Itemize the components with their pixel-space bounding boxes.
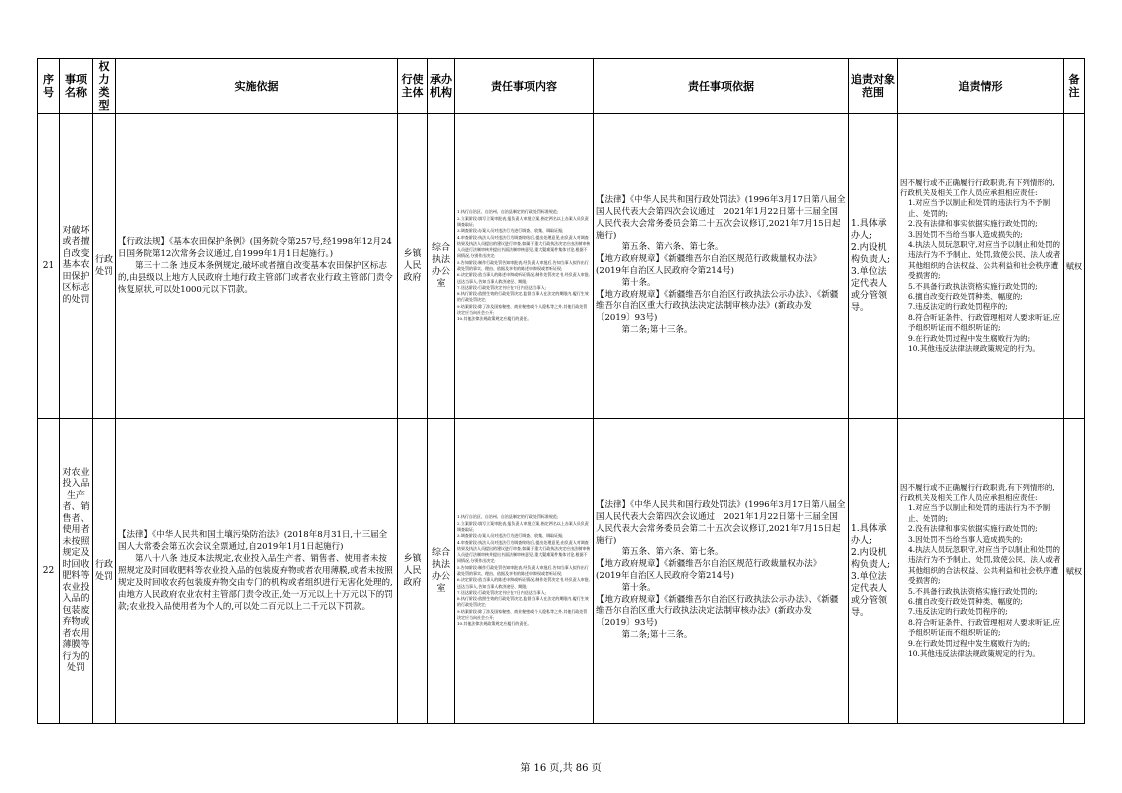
duty-line: 10.其他法律法规政策规定应履行的责任。 <box>457 316 532 322</box>
header-type: 权力类型 <box>93 59 116 114</box>
circ-line: 6.擅自改变行政处罚种类、幅度的; <box>908 597 1023 607</box>
row-circumstances <box>898 114 1064 419</box>
duty-basis-line: 【地方政府规章】《新疆维吾尔自治区规范行政裁量权办法》(2019年自治区人民政府令第214号) <box>596 559 822 581</box>
circ-line: 1.对应当予以制止和处罚的违法行为不予制止、处罚的; <box>908 503 1051 523</box>
duty-basis-line: 第二条;第十三条。 <box>621 324 693 335</box>
duty-line: 2.立案阶段:填写立案审批表,报负责人审批立案,指定两名以上办案人员负责调查取证; <box>457 520 589 532</box>
duty-line: 9.结案阶段:除了涉及国家秘密、商业秘密或个人隐私等之外,其他行政处罚决定应当向社会公开; <box>457 303 588 316</box>
row-name: 对农业投入品生产者、销售者、使用者未按照规定及时回收肥料等农业投入品的包装废弃物或者农用薄膜等行为的处罚 <box>60 419 93 724</box>
duty-line: 1.执行自治区、自治州、自治县制定的行政处罚标准规范; <box>457 514 559 520</box>
row-duty-content <box>455 114 594 419</box>
header-name: 事项名称 <box>60 59 93 114</box>
circ-line: 4.执法人员玩忽职守,对应当予以制止和处罚的违法行为不予制止、处罚,致使公民、法人或者其他组织的合法权益、公共利益和社会秩序遭受损害的; <box>908 544 1061 586</box>
power-list-table <box>37 58 1085 724</box>
row-remarks: 赋权 <box>1064 419 1085 724</box>
circ-line: 9.在行政处罚过程中发生腐败行为的; <box>908 638 1031 648</box>
duty-line: 5.告知阶段:制作行政处罚告知审批表,经负责人审批后,告知当事人拟作出行政处罚的事实、理由、依据及享有的陈述申辩权或者听证权; <box>457 259 589 271</box>
circ-line: 因不履行或不正确履行行政职责,有下列情形的,行政机关及相关工作人员应承担相应责任: <box>900 177 1055 197</box>
duty-basis-line: 【法律】《中华人民共和国行政处罚法》(1996年3月17日第八届全国人民代表大会第四次会议通过 2021年1月22日第十三届全国人民代表大会常务委员会第二十五次会议修订,2021年7月15日起施行) <box>596 195 846 241</box>
header-org: 承办机构 <box>428 59 455 114</box>
header-subject: 行使主体 <box>398 59 428 114</box>
duty-line: 8.执行阶段:依照生效的行政处罚决定,监督当事人在法定的期限内,履行生效的行政处罚决定; <box>457 291 589 303</box>
circ-line: 6.擅自改变行政处罚种类、幅度的; <box>908 292 1023 302</box>
header-remarks: 备注 <box>1064 59 1085 114</box>
row-duty-content <box>455 419 594 724</box>
row-duty-basis <box>594 419 849 724</box>
duty-basis-line: 第十条。 <box>621 582 656 593</box>
duty-line: 4.审查阶段:执法人员对违法行为调查终结后,提出处理意见;由负责人对调查结果及执法人员提出的建议进行审查,如属于重大行政执法决定应由法制审核人员进行法制审核并提出书面法制审核意见,重大疑难案件集体讨论,根据不同情况,分别作出决定; <box>457 234 591 259</box>
circ-line: 5.不具备行政执法资格实施行政处罚的; <box>908 281 1038 291</box>
header-row <box>38 59 1085 114</box>
header-duty: 责任事项内容 <box>455 59 594 114</box>
circ-line: 3.因处罚不当给当事人造成损失的; <box>908 534 1023 544</box>
duty-line: 3.调查阶段:办案人员对违法行为进行调查、收集、调取证据; <box>457 228 564 234</box>
row-basis <box>116 419 398 724</box>
circ-line: 2.没有法律和事实依据实施行政处罚的; <box>908 524 1038 534</box>
table-row <box>38 114 1085 419</box>
duty-line: 5.告知阶段:制作行政处罚告知审批表,经负责人审批后,告知当事人拟作出行政处罚的事实、理由、依据及享有的陈述申辩权或者听证权; <box>457 564 589 576</box>
row-target: 1.具体承办人; 2.内设机构负责人; 3.单位法定代表人或分管领导。 <box>849 419 898 724</box>
duty-line: 7.送达阶段:行政处罚决定书应在7日内送达当事人; <box>457 589 547 595</box>
duty-line: 7.送达阶段:行政处罚决定书应在7日内送达当事人; <box>457 284 547 290</box>
duty-line: 8.执行阶段:依照生效的行政处罚决定,监督当事人在法定的期限内,履行生效的行政处罚决定; <box>457 596 589 608</box>
duty-basis-line: 【地方政府规章】《新疆维吾尔自治区行政执法公示办法》、《新疆维吾尔自治区重大行政执法决定法制审核办法》(新政办发〔2019〕93号) <box>596 289 839 324</box>
row-circumstances <box>898 419 1064 724</box>
duty-basis-line: 【法律】《中华人民共和国行政处罚法》(1996年3月17日第八届全国人民代表大会第四次会议通过 2021年1月22日第十三届全国人民代表大会常务委员会第二十五次会议修订,2021年7月15日起施行) <box>596 500 846 546</box>
duty-line: 10.其他法律法规政策规定应履行的责任。 <box>457 621 532 627</box>
header-target: 追责对象范围 <box>849 59 898 114</box>
duty-line: 9.结案阶段:除了涉及国家秘密、商业秘密或个人隐私等之外,其他行政处罚决定应当向社会公开; <box>457 608 588 621</box>
circ-line: 2.没有法律和事实依据实施行政处罚的; <box>908 219 1038 229</box>
row-org: 综合执法办公室 <box>428 114 455 419</box>
circ-line: 7.违反法定的行政处罚程序的; <box>908 607 1008 617</box>
circ-line: 1.对应当予以制止和处罚的违法行为不予制止、处罚的; <box>908 198 1051 218</box>
duty-basis-line: 第二条;第十三条。 <box>621 629 693 640</box>
header-no: 序号 <box>38 59 60 114</box>
row-type: 行政处罚 <box>93 114 116 419</box>
table-row <box>38 419 1085 724</box>
basis-line: 第三十二条 违反本条例规定,破坏或者擅自改变基本农田保护区标志的,由县级以上地方人民政府土地行政主管部门或者农业行政主管部门责令恢复原状,可以处1000元以下罚款。 <box>118 261 393 295</box>
duty-line: 4.审查阶段:执法人员对违法行为调查终结后,提出处理意见;由负责人对调查结果及执法人员提出的建议进行审查,如属于重大行政执法决定应由法制审核人员进行法制审核并提出书面法制审核意见,重大疑难案件集体讨论,根据不同情况,分别作出决定; <box>457 539 591 564</box>
circ-line: 8.符合听证条件、行政管理相对人要求听证,应予组织听证而不组织听证的; <box>908 312 1061 333</box>
duty-line: 6.决定阶段:依当事人的陈述申辩或听证情况,制作处罚决定书,经负责人审批,送达当事人,告知当事人救济途径、期限; <box>457 577 590 589</box>
header-basis: 实施依据 <box>116 59 398 114</box>
duty-basis-line: 【地方政府规章】《新疆维吾尔自治区规范行政裁量权办法》(2019年自治区人民政府令第214号) <box>596 254 822 276</box>
duty-line: 3.调查阶段:办案人员对违法行为进行调查、收集、调取证据; <box>457 533 564 539</box>
circ-line: 10.其他违反法律法规政策规定的行为。 <box>908 344 1040 354</box>
duty-basis-line: 第五条、第六条、第七条。 <box>621 547 724 558</box>
duty-basis-line: 第五条、第六条、第七条。 <box>621 242 724 253</box>
circ-line: 10.其他违反法律法规政策规定的行为。 <box>908 649 1040 659</box>
duty-basis-line: 第十条。 <box>621 277 656 288</box>
circ-line: 7.违反法定的行政处罚程序的; <box>908 302 1008 312</box>
duty-basis-line: 【地方政府规章】《新疆维吾尔自治区行政执法公示办法》、《新疆维吾尔自治区重大行政执法决定法制审核办法》(新政办发〔2019〕93号) <box>596 594 839 629</box>
circ-line: 8.符合听证条件、行政管理相对人要求听证,应予组织听证而不组织听证的; <box>908 617 1061 638</box>
row-basis <box>116 114 398 419</box>
basis-line: 【法律】《中华人民共和国土壤污染防治法》(2018年8月31日,十三届全国人大常委会第五次会议全票通过,自2019年1月1日起施行) <box>118 530 388 552</box>
row-type: 行政处罚 <box>93 419 116 724</box>
header-circumstances: 追责情形 <box>898 59 1064 114</box>
row-subject: 乡镇人民政府 <box>398 419 428 724</box>
row-org: 综合执法办公室 <box>428 419 455 724</box>
duty-line: 2.立案阶段:填写立案审批表,报负责人审批立案,指定两名以上办案人员负责调查取证; <box>457 215 589 227</box>
row-no: 21 <box>38 114 60 419</box>
duty-line: 6.决定阶段:依当事人的陈述申辩或听证情况,制作处罚决定书,经负责人审批,送达当事人,告知当事人救济途径、期限; <box>457 272 590 284</box>
page-footer: 第 16 页,共 86 页 <box>520 763 602 774</box>
circ-line: 3.因处罚不当给当事人造成损失的; <box>908 229 1023 239</box>
row-name: 对破坏或者擅自改变基本农田保护区标志的处罚 <box>60 114 93 419</box>
circ-line: 9.在行政处罚过程中发生腐败行为的; <box>908 333 1031 343</box>
row-subject: 乡镇人民政府 <box>398 114 428 419</box>
circ-line: 4.执法人员玩忽职守,对应当予以制止和处罚的违法行为不予制止、处罚,致使公民、法人或者其他组织的合法权益、公共利益和社会秩序遭受损害的; <box>908 239 1061 281</box>
row-duty-basis <box>594 114 849 419</box>
basis-line: 【行政法规】《基本农田保护条例》(国务院令第257号,经1998年12月24日国务院第12次常务会议通过,自1999年1月1日起施行。) <box>118 237 392 259</box>
row-no: 22 <box>38 419 60 724</box>
circ-line: 5.不具备行政执法资格实施行政处罚的; <box>908 586 1038 596</box>
header-duty-basis: 责任事项依据 <box>594 59 849 114</box>
row-remarks: 赋权 <box>1064 114 1085 419</box>
duty-line: 1.执行自治区、自治州、自治县制定的行政处罚标准规范; <box>457 209 559 215</box>
row-target: 1.具体承办人; 2.内设机构负责人; 3.单位法定代表人或分管领导。 <box>849 114 898 419</box>
circ-line: 因不履行或不正确履行行政职责,有下列情形的,行政机关及相关工作人员应承担相应责任: <box>900 482 1055 502</box>
basis-line: 第八十八条 违反本法规定,农业投入品生产者、销售者、使用者未按照规定及时回收肥料等农业投入品的包装废弃物或者农用薄膜,或者未按照规定及时回收农药包装废弃物交由专门的机构或者组织进行无害化处理的,由地方人民政府农业农村主管部门责令改正,处一万元以上十万元以下的罚款;农业投入品使用者为个人的,可以处二百元以上二千元以下罚款。 <box>118 554 393 612</box>
